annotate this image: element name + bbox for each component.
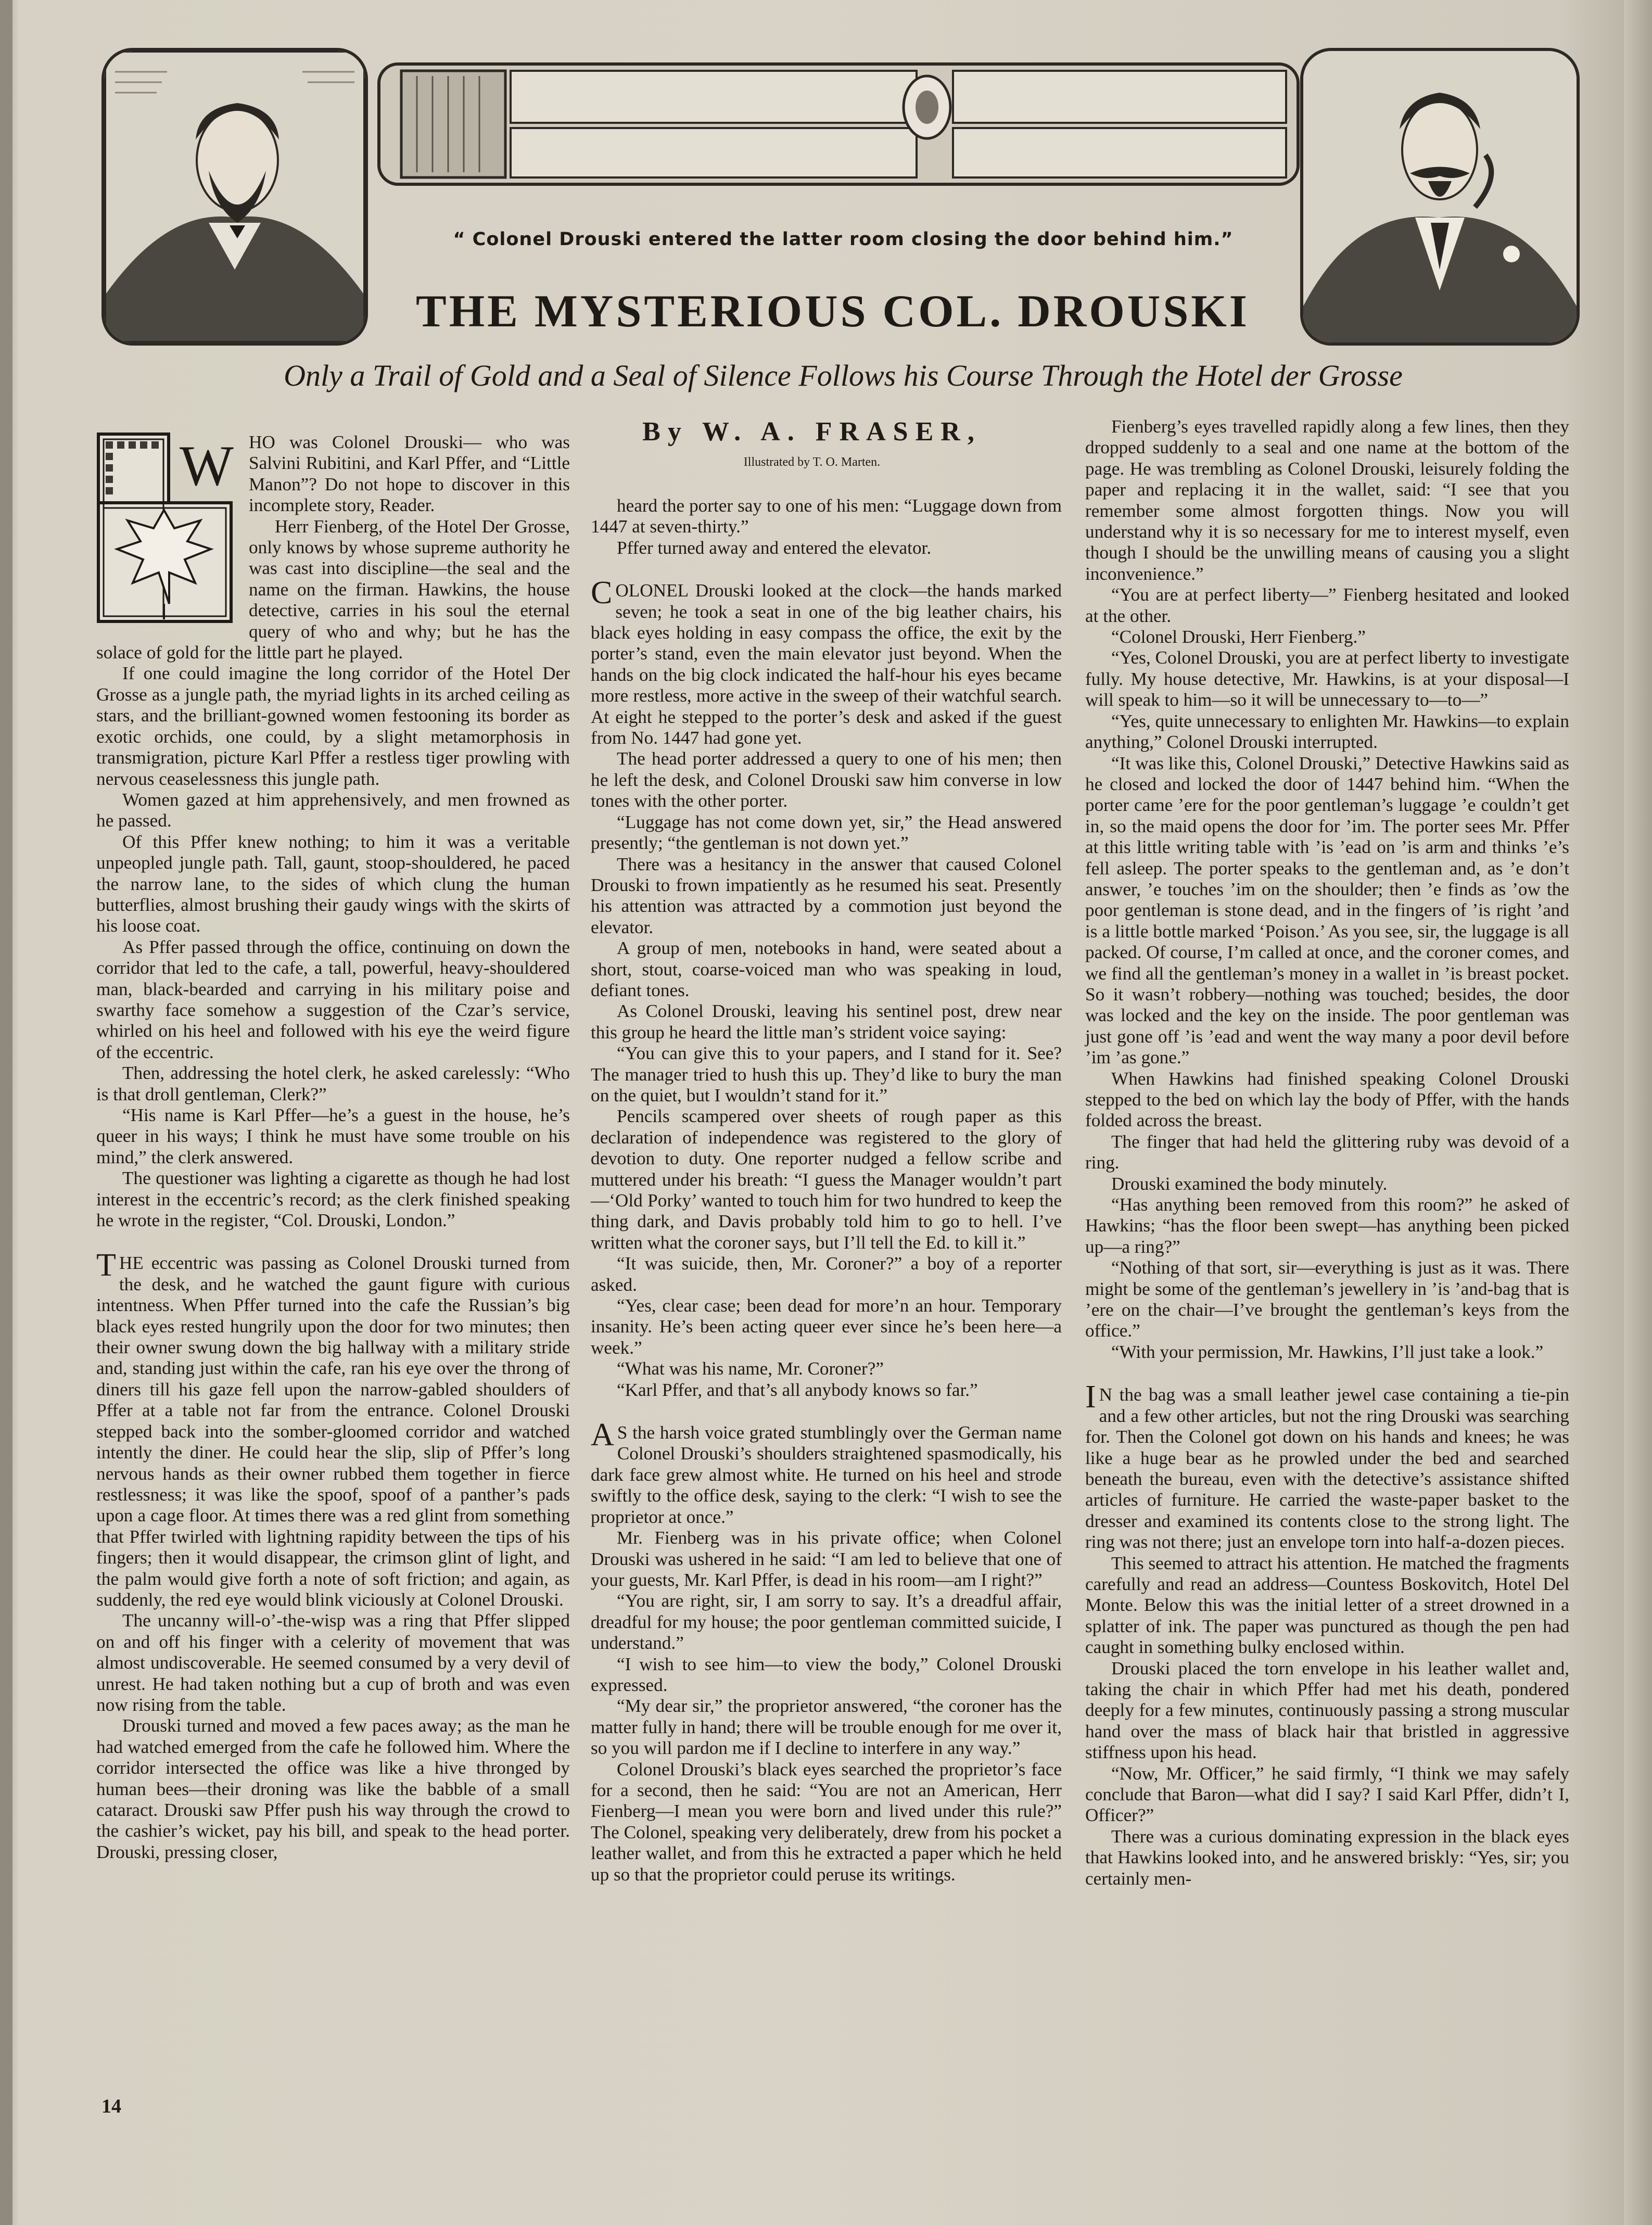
byline: By W. A. FRASER, bbox=[642, 417, 982, 447]
paragraph: Pencils scampered over sheets of rough paper as this declaration of independence was registered to the glory of devotion to duty. One reporter nudged a fellow scribe and muttered under his breath: “I guess the Manager wouldn’t part—‘Old Porky’ wanted to touch him for two hundred to keep the thing dark, and Davis probably told him to go to hell. I’ve written what the coroner says, but I’ll tell the Ed. to kill it.” bbox=[591, 1106, 1062, 1253]
paragraph: “Yes, quite unnecessary to enlighten Mr. Hawkins—to explain anything,” Colonel Drouski interrupted. bbox=[1085, 710, 1569, 753]
paragraph: “You are right, sir, I am sorry to say. It’s a dreadful affair, dreadful for my house; the poor gentleman committed suicide, I understand.” bbox=[591, 1591, 1062, 1654]
article-title: THE MYSTERIOUS COL. DROUSKI bbox=[416, 286, 1250, 337]
paragraph: “You can give this to your papers, and I stand for it. See? The manager tried to hush this up. They’d like to bury the man on the quiet, but I wouldn’t stand for it.” bbox=[591, 1043, 1062, 1105]
paragraph: “I wish to see him—to view the body,” Colonel Drouski expressed. bbox=[591, 1654, 1062, 1695]
paragraph: “Karl Pffer, and that’s all anybody knows so far.” bbox=[617, 1379, 978, 1400]
page-number: 14 bbox=[101, 2095, 121, 2117]
paragraph: I N the bag was a small leather jewel case containing a tie-pin and a few other articles, but not the ring Drouski was searching for. Then the Colonel got down on his hands and knees; he was like a huge bear as he prowled under the bed and searched beneath the bureau, even with the detective’s assistance shifted articles of furniture. He carried the waste-paper basket to the dresser and examined its contents close to the strong light. The ring was not there; just an envelope torn into half-a-dozen pieces. bbox=[1085, 1379, 1569, 1553]
article-subtitle: Only a Trail of Gold and a Seal of Silence Follows his Course Through the Hotel der Grosse bbox=[284, 359, 1403, 392]
column-2 bbox=[591, 495, 1062, 1885]
paragraph: “You are at perfect liberty—” Fienberg hesitated and looked at the other. bbox=[1085, 584, 1569, 626]
paragraph: “What was his name, Mr. Coroner?” bbox=[617, 1358, 884, 1379]
section-initial: A bbox=[591, 1417, 614, 1453]
paragraph: Herr Fienberg, of the Hotel Der Grosse, only knows by whose supreme authority he was cast into discipline—the seal and the name on the firman. Hawkins, the house detective, carries in his soul the eternal query of who and why; but he has the solace of gold for the little part he played. bbox=[96, 516, 570, 663]
drop-cap-letter: W bbox=[180, 434, 234, 498]
paragraph: Women gazed at him apprehensively, and men frowned as he passed. bbox=[96, 789, 570, 831]
paragraph: Colonel Drouski’s black eyes searched the proprietor’s face for a second, then he said: “You are not an American, Herr Fienberg—I mean you were born and lived under this rule?” The Colonel, speaking very deliberately, drew from his pocket a leather wallet, and from this he extracted a paper which he held up so that the proprietor could peruse its writings. bbox=[591, 1759, 1062, 1885]
illustrator-credit: Illustrated by T. O. Marten. bbox=[743, 455, 881, 469]
paragraph: HO was Colonel Drouski— who was Salvini Rubitini, and Karl Pffer, and “Little Manon”? Do not hope to discover in this incomplete story, Reader. bbox=[249, 432, 570, 516]
paragraph: Drouski placed the torn envelope in his leather wallet and, taking the chair in which Pffer had met his death, pondered deeply for a few minutes, continuously passing a strong muscular hand over the mass of black hair that bristled in aggressive stiffness upon his head. bbox=[1085, 1658, 1569, 1763]
paragraph: There was a curious dominating expression in the black eyes that Hawkins looked into, and he answered briskly: “Yes, sir; you certainly men- bbox=[1085, 1826, 1569, 1889]
paragraph: Drouski turned and moved a few paces away; as the man he had watched emerged from the cafe he followed him. Where the corridor intersected the office was like a hive thronged by human bees—their droning was like the babble of a small cataract. Drouski saw Pffer push his way through the crowd to the cashier’s wicket, pay his bill, and speak to the head porter. Drouski, pressing closer, bbox=[96, 1715, 570, 1862]
paragraph: Mr. Fienberg was in his private office; when Colonel Drouski was ushered in he said: “I am led to believe that one of your guests, Mr. Karl Pffer, is dead in his room—am I right?” bbox=[591, 1528, 1062, 1590]
paragraph: “Yes, clear case; been dead for more’n an hour. Temporary insanity. He’s been acting queer ever since he’s been here—a week.” bbox=[591, 1295, 1062, 1358]
paragraph: “Colonel Drouski, Herr Fienberg.” bbox=[1111, 627, 1366, 647]
paragraph: A group of men, notebooks in hand, were seated about a short, stout, coarse-voiced man who was speaking in loud, defiant tones. bbox=[591, 938, 1062, 1000]
paragraph: This seemed to attract his attention. He matched the fragments carefully and read an address—Countess Boskovitch, Hotel Del Monte. Below this was the initial letter of a street drowned in a splatter of ink. The paper was punctured as though the pen had caught in something bulky enclosed within. bbox=[1085, 1553, 1569, 1658]
paragraph: “Has anything been removed from this room?” he asked of Hawkins; “has the floor been swept—has anything been picked up—a ring?” bbox=[1085, 1194, 1569, 1257]
section-initial: C bbox=[591, 575, 613, 611]
column-3 bbox=[1085, 416, 1569, 1889]
column-1-text bbox=[96, 432, 570, 1863]
paragraph: COLONEL Drouski looked at the clock—the hands marked seven; he took a seat in one of the big leather chairs, his black eyes holding in easy compass the office, the exit by the porter’s stand, even the main elevator just beyond. When the hands on the big clock indicated the half-hour his eyes became more restless, more active in the sweep of their watchful search. At eight he stepped to the porter’s desk and asked if the guest from No. 1447 had gone yet. bbox=[591, 575, 1062, 748]
paragraph: When Hawkins had finished speaking Colonel Drouski stepped to the bed on which lay the body of Pffer, with the hands folded across the breast. bbox=[1085, 1068, 1569, 1131]
paragraph: Then, addressing the hotel clerk, he asked carelessly: “Who is that droll gentleman, Clerk?” bbox=[96, 1063, 570, 1104]
illustration-corridor-door bbox=[377, 62, 1300, 186]
binding-edge bbox=[0, 0, 12, 2225]
page-edge bbox=[1624, 0, 1652, 2225]
paragraph: The questioner was lighting a cigarette as though he had lost interest in the eccentric’s record; as the clerk finished speaking he wrote in the register, “Col. Drouski, London.” bbox=[96, 1168, 570, 1231]
illustration-caption: “ Colonel Drouski entered the latter room closing the door behind him.” bbox=[453, 229, 1234, 250]
paragraph: If one could imagine the long corridor of the Hotel Der Grosse as a jungle path, the myriad lights in its arched ceiling as stars, and the brilliant-gowned women festooning its border as exotic orchids, one could, by a slight metamorphosis in transmigration, picture Karl Pffer a restless tiger prowling with nervous ceaselessness this jungle path. bbox=[96, 663, 570, 789]
paragraph: The head porter addressed a query to one of his men; then he left the desk, and Colonel Drouski saw him converse in low tones with the other porter. bbox=[591, 748, 1062, 811]
paragraph: “My dear sir,” the proprietor answered, “the coroner has the matter fully in hand; there will be trouble enough for me over it, so you will pardon me if I decline to interfere in any way.” bbox=[591, 1696, 1062, 1759]
paragraph: Of this Pffer knew nothing; to him it was a veritable unpeopled jungle path. Tall, gaunt, stoop-shouldered, he paced the narrow lane, to the sides of which clung the human butterflies, almost brushing their gaudy wings with the skirts of his loose coat. bbox=[96, 831, 570, 936]
paragraph: There was a hesitancy in the answer that caused Colonel Drouski to frown impatiently as he resumed his seat. Presently his attention was attracted by a commotion just beyond the elevator. bbox=[591, 854, 1062, 937]
section-initial: T bbox=[96, 1248, 116, 1283]
paragraph: “Nothing of that sort, sir—everything is just as it was. There might be some of the gentleman’s jewellery in ’is ’and-bag that is ’ere on the chair—I’ve brought the gentleman’s keys from the office.” bbox=[1085, 1257, 1569, 1341]
illustration-bearded-man bbox=[101, 48, 368, 346]
column-3-text bbox=[1085, 416, 1569, 1889]
paragraph: “It was like this, Colonel Drouski,” Detective Hawkins said as he closed and locked the door of 1447 behind him. “When the porter came ’ere for the poor gentleman’s luggage ’e couldn’t get in, so the maid opens the door for ’im. The porter sees Mr. Pffer at this little writing table with ’is ’ead on ’is arm and thinks ’e’s fell asleep. The porter speaks to the gentleman and, as ’e don’t answer, ’e touches ’im on the shoulder; then ’e finds as ’ow the poor gentleman is stone dead, and in the fingers of ’is right ’and is a little bottle marked ‘Poison.’ As you see, sir, the luggage is all packed. Of course, I’m called at once, and the coroner comes, and we find all the gentleman’s money in a wallet in ’is breast pocket. So it wasn’t robbery—nothing was touched; besides, the door was locked and the key on the inside. The poor gentleman was just gone off ’is ’ead and went the way many a poor devil before ’im ’as gone.” bbox=[1085, 753, 1569, 1068]
paragraph: “Yes, Colonel Drouski, you are at perfect liberty to investigate fully. My house detective, Mr. Hawkins, is at your disposal—I will speak to him—so it will be unnecessary to—to—” bbox=[1085, 647, 1569, 710]
paragraph: Pffer turned away and entered the elevator. bbox=[617, 537, 932, 558]
column-2-text bbox=[591, 495, 1062, 1885]
paragraph: “Luggage has not come down yet, sir,” the Head answered presently; “the gentleman is not down yet.” bbox=[591, 811, 1062, 854]
paragraph: Drouski examined the body minutely. bbox=[1111, 1173, 1388, 1194]
paragraph: THE eccentric was passing as Colonel Drouski turned from the desk, and he watched the gaunt figure with curious intentness. When Pffer turned into the cafe the Russian’s big black eyes rested hungrily upon the door for two minutes; then their owner swung down the big hallway with a military stride and, standing just within the cafe, ran his eye over the throng of diners till his gaze fell upon the narrow-gabled shoulders of Pffer at a table not far from the entrance. Colonel Drouski stepped back into the somber-gloomed corridor and watched intently the diner. He could hear the slip, slip of Pffer’s long nervous hands as their owner rubbed them together in fierce restlessness; it was like the spoof, spoof of a panther’s pads upon a cage floor. At times there was a red glint from something that Pffer twirled with lightning rapidity between the tips of his fingers; then it would disappear, the crimson glint of light, and the palm would give forth a note of soft friction; and again, as suddenly, the red eye would blink viciously at Colonel Drouski. bbox=[96, 1248, 570, 1610]
column-1 bbox=[96, 432, 570, 1863]
paragraph: The finger that had held the glittering ruby was devoid of a ring. bbox=[1085, 1131, 1569, 1173]
paragraph: The uncanny will-o’-the-wisp was a ring that Pffer slipped on and off his finger with a celerity of movement that was almost undiscoverable. He seemed consumed by a very devil of unrest. He had taken nothing but a cup of broth and was even now rising from the table. bbox=[96, 1610, 570, 1715]
paragraph: “His name is Karl Pffer—he’s a guest in the house, he’s queer in his ways; I think he must have some trouble on his mind,” the clerk answered. bbox=[96, 1105, 570, 1167]
paragraph: “It was suicide, then, Mr. Coroner?” a boy of a reporter asked. bbox=[591, 1253, 1062, 1295]
paragraph: heard the porter say to one of his men: “Luggage down from 1447 at seven-thirty.” bbox=[591, 495, 1062, 537]
paragraph: A S the harsh voice grated stumblingly over the German name Colonel Drouski’s shoulders straightened spasmodically, his dark face grew almost white. He turned on his heel and strode swiftly to the office desk, saying to the clerk: “I wish to see the proprietor at once.” bbox=[591, 1417, 1062, 1527]
illustration-moustached-man bbox=[1300, 48, 1580, 346]
paragraph: “Now, Mr. Officer,” he said firmly, “I think we may safely conclude that Baron—what did I say? I said Karl Pffer, didn’t I, Officer?” bbox=[1085, 1763, 1569, 1826]
paragraph: As Colonel Drouski, leaving his sentinel post, drew near this group he heard the little man’s strident voice saying: bbox=[591, 1001, 1062, 1042]
drop-cap-ornament bbox=[96, 432, 234, 624]
paragraph: As Pffer passed through the office, continuing on down the corridor that led to the cafe, a tall, powerful, heavy-shouldered man, black-bearded and carrying in his military poise and swarthy face somehow a suggestion of the Czar’s service, whirled on his heel and followed with his eye the weird figure of the eccentric. bbox=[96, 936, 570, 1062]
paragraph: “With your permission, Mr. Hawkins, I’ll just take a look.” bbox=[1111, 1341, 1544, 1362]
section-initial: I bbox=[1085, 1379, 1096, 1415]
paragraph: Fienberg’s eyes travelled rapidly along a few lines, then they dropped suddenly to a seal and one name at the bottom of the page. He was trembling as Colonel Drouski, leisurely folding the paper and replacing it in the wallet, said: “I see that you remember some almost forgotten things. Now you will understand why it is so necessary for me to interest myself, even though I should be the unwilling means of causing you a slight inconvenience.” bbox=[1085, 416, 1569, 584]
